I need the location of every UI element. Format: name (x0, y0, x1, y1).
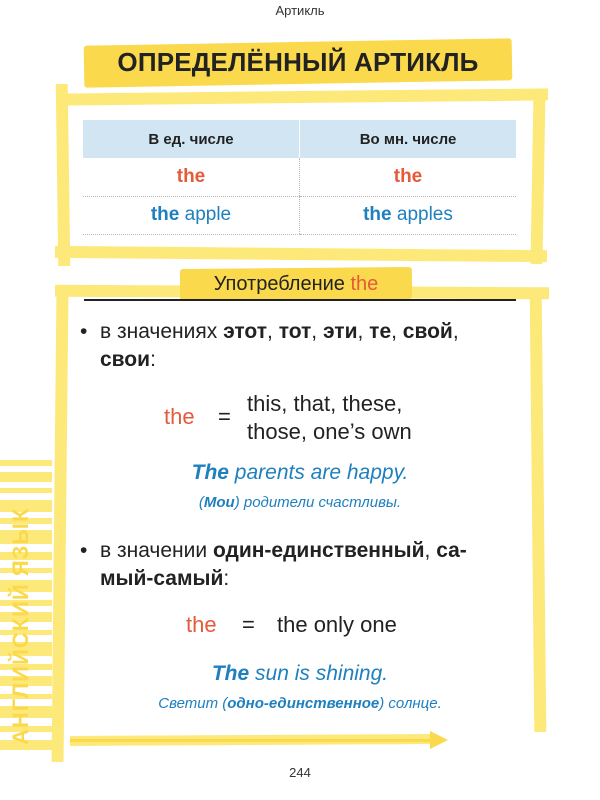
keyword: те (369, 320, 392, 343)
usage-intro: в значениях (100, 320, 224, 343)
side-label: АНГЛИЙСКИЙ ЯЗЫК (8, 507, 33, 745)
cell-singular-example (83, 196, 300, 234)
article-word: the (363, 204, 392, 225)
example-rest: ) солнце. (379, 695, 442, 712)
keyword: эти (322, 320, 358, 343)
frame-left-stroke (52, 292, 69, 762)
keyword: один-единственный (212, 539, 425, 562)
separator: , (311, 320, 323, 343)
example-rest: sun is shining. (249, 662, 389, 685)
keyword: свой (402, 320, 453, 343)
usage-item-1 (80, 318, 520, 374)
usage-item-2 (80, 537, 520, 593)
usage-item-text (80, 318, 520, 374)
keyword: свои (100, 348, 151, 371)
section-heading-text: Употребление (213, 273, 351, 295)
stripe (0, 472, 52, 482)
section-heading (180, 273, 412, 296)
example-english (70, 461, 530, 485)
equals-sign: = (218, 404, 231, 429)
stripe (0, 460, 52, 466)
keyword: этот (223, 320, 268, 343)
noun-word: apples (391, 204, 453, 225)
bullet-icon: • (80, 320, 88, 343)
usage-item-text (80, 537, 520, 593)
example-english (70, 662, 530, 686)
equation-rhs: the only one (277, 612, 397, 637)
separator: , (424, 539, 437, 562)
example-rest: ) родители счастливы. (234, 494, 402, 511)
separator: , (357, 320, 370, 343)
example-keyword: одно-единственное (227, 695, 380, 712)
header-singular: В ед. числе (83, 120, 300, 158)
page-title: ОПРЕДЕЛЁННЫЙ АРТИКЛЬ (117, 47, 479, 77)
keyword: мый-самый (100, 567, 224, 590)
cell-singular-the: the (83, 158, 300, 196)
separator: , (452, 320, 459, 343)
colon: : (223, 567, 230, 590)
cell-plural-example (300, 196, 517, 234)
keyword: тот (278, 320, 312, 343)
article-table (83, 120, 516, 235)
example-paren: ( (198, 494, 204, 511)
arrow-line (70, 739, 442, 742)
article-word: the (150, 204, 180, 225)
section-underline (84, 299, 516, 301)
frame-left-stroke (56, 84, 71, 266)
example-keyword: Мои (203, 494, 235, 511)
usage-intro: в значении (100, 539, 213, 562)
frame-right-stroke (530, 292, 547, 732)
running-head: Артикль (275, 3, 325, 18)
table-row (83, 196, 516, 234)
header-plural: Во мн. числе (300, 120, 517, 158)
equals-sign: = (242, 612, 255, 637)
equation-lhs: the (186, 612, 217, 637)
stripe (0, 488, 52, 493)
separator: , (391, 320, 403, 343)
example-russian (70, 494, 530, 511)
frame-bottom-stroke (55, 246, 547, 262)
equation-lhs: the (164, 404, 195, 429)
equation-rhs (247, 390, 412, 446)
table-header-row (83, 120, 516, 158)
example-article: The (191, 461, 229, 484)
example-rest: parents are happy. (228, 461, 409, 484)
colon: : (150, 348, 156, 371)
section-heading-the: the (350, 273, 379, 295)
equation-rhs-line: this, that, these, (247, 391, 403, 416)
keyword: са- (436, 539, 467, 562)
frame-right-stroke (531, 92, 546, 264)
cell-plural-the: the (300, 158, 517, 196)
separator: , (267, 320, 279, 343)
equation-rhs-line: those, one’s own (247, 419, 412, 444)
page-number: 244 (289, 765, 311, 780)
frame-top-stroke (58, 88, 548, 105)
bullet-icon: • (80, 539, 88, 562)
table-row (83, 158, 516, 196)
example-article: The (211, 662, 250, 685)
noun-word: apple (179, 204, 232, 225)
arrow-head-icon (430, 731, 448, 749)
example-rest: Светит ( (158, 695, 228, 712)
example-russian (70, 695, 530, 712)
